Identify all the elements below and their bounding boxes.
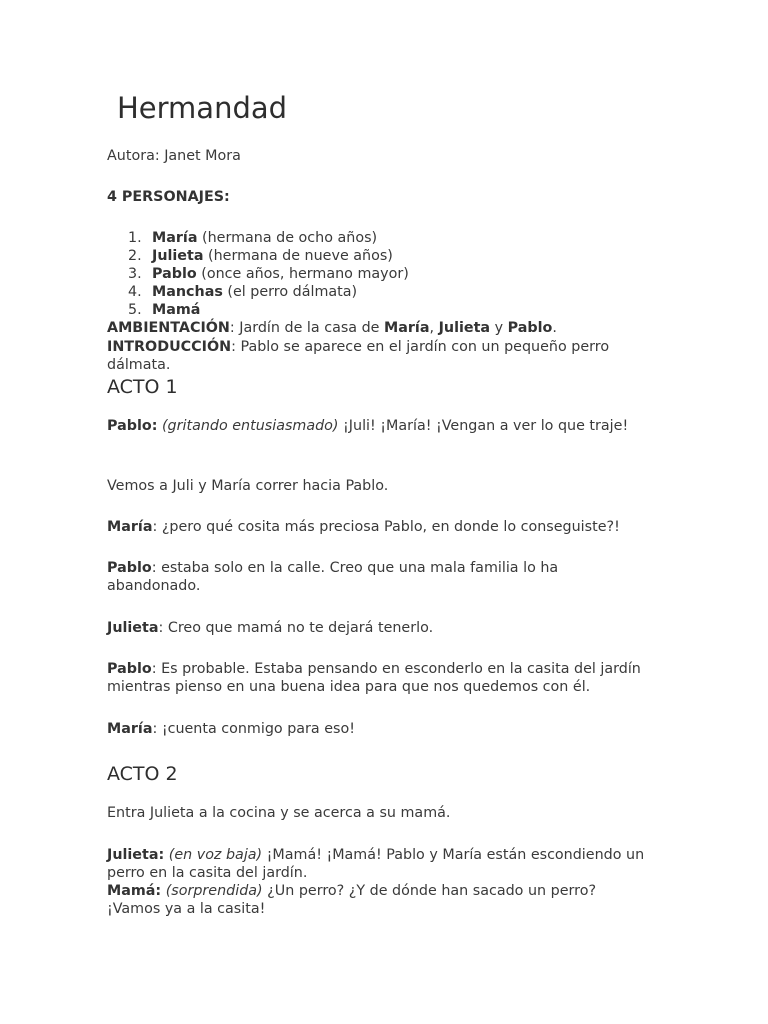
character-desc: (el perro dálmata): [222, 284, 358, 300]
character-desc: (hermana de nueve años): [203, 248, 393, 264]
setting-name-3: Pablo: [507, 320, 553, 336]
setting-label: AMBIENTACIÓN: [107, 320, 230, 336]
dialogue-text: : estaba solo en la calle. Creo que una mala familia lo ha abandonado.: [107, 560, 559, 594]
stage-direction: (sorprendida): [165, 883, 263, 899]
character-item: [128, 265, 409, 283]
dialogue-line: [107, 559, 577, 595]
item-number: 1.: [128, 230, 142, 246]
dialogue-line: [107, 846, 667, 882]
narration-line: Vemos a Juli y María correr hacia Pablo.: [107, 478, 389, 494]
speaker: Mamá:: [107, 883, 162, 899]
speaker: Pablo: [107, 560, 152, 576]
act-2-heading: ACTO 2: [107, 763, 178, 785]
dialogue-line: [107, 518, 667, 536]
dialogue-text: : Es probable. Estaba pensando en esconderlo en la casita del jardín mientras pienso en una buena idea para que nos quedemos con él.: [107, 661, 641, 695]
characters-heading: [107, 188, 230, 206]
dialogue-text: ¿Un perro? ¿Y de dónde han sacado un perro? ¡Vamos ya a la casita!: [107, 883, 597, 917]
characters-list: [128, 229, 409, 319]
characters-heading-text: 4 PERSONAJES:: [107, 189, 230, 205]
speaker: Julieta:: [107, 847, 165, 863]
introduction-line: [107, 338, 637, 374]
dialogue-text: : Creo que mamá no te dejará tenerlo.: [158, 620, 434, 636]
act-1-heading: ACTO 1: [107, 376, 178, 398]
item-number: 5.: [128, 302, 142, 318]
character-desc: (hermana de ocho años): [197, 230, 378, 246]
narration-line: Entra Julieta a la cocina y se acerca a su mamá.: [107, 805, 451, 821]
intro-label: INTRODUCCIÓN: [107, 339, 232, 355]
dialogue-line: [107, 619, 667, 637]
setting-sep: y: [490, 320, 508, 336]
setting-text: : Jardín de la casa de: [229, 320, 384, 336]
stage-direction: (en voz baja): [168, 847, 263, 863]
dialogue-line: [107, 660, 647, 696]
dialogue-text: : ¿pero qué cosita más preciosa Pablo, en donde lo conseguiste?!: [152, 519, 620, 535]
speaker: María: [107, 519, 153, 535]
speaker: Pablo:: [107, 418, 158, 434]
character-name: Julieta: [152, 248, 204, 264]
setting-name-1: María: [384, 320, 430, 336]
dialogue-line: [107, 882, 627, 918]
character-item: [128, 247, 409, 265]
dialogue-text: ¡Juli! ¡María! ¡Vengan a ver lo que traje!: [338, 418, 629, 434]
item-number: 3.: [128, 266, 142, 282]
speaker: María: [107, 721, 153, 737]
setting-end: .: [552, 320, 557, 336]
dialogue-line: [107, 417, 667, 435]
character-item: [128, 229, 409, 247]
item-number: 4.: [128, 284, 142, 300]
speaker: Julieta: [107, 620, 159, 636]
character-item: [128, 283, 409, 301]
intro-text: : Pablo se aparece en el jardín con un pequeño perro dálmata.: [107, 339, 610, 373]
speaker: Pablo: [107, 661, 152, 677]
character-desc: (once años, hermano mayor): [196, 266, 409, 282]
character-item: [128, 301, 409, 319]
setting-name-2: Julieta: [438, 320, 491, 336]
character-name: Manchas: [152, 284, 223, 300]
author-line: Autora: Janet Mora: [107, 148, 241, 164]
character-name: María: [152, 230, 198, 246]
character-name: Mamá: [152, 302, 201, 318]
dialogue-text: : ¡cuenta conmigo para eso!: [152, 721, 355, 737]
character-name: Pablo: [152, 266, 197, 282]
setting-sep: ,: [429, 320, 439, 336]
dialogue-line: [107, 720, 667, 738]
document-title: Hermandad: [117, 91, 288, 125]
dialogue-text: ¡Mamá! ¡Mamá! Pablo y María están escondiendo un perro en la casita del jardín.: [107, 847, 645, 881]
stage-direction: (gritando entusiasmado): [161, 418, 339, 434]
item-number: 2.: [128, 248, 142, 264]
setting-line: [107, 319, 667, 337]
